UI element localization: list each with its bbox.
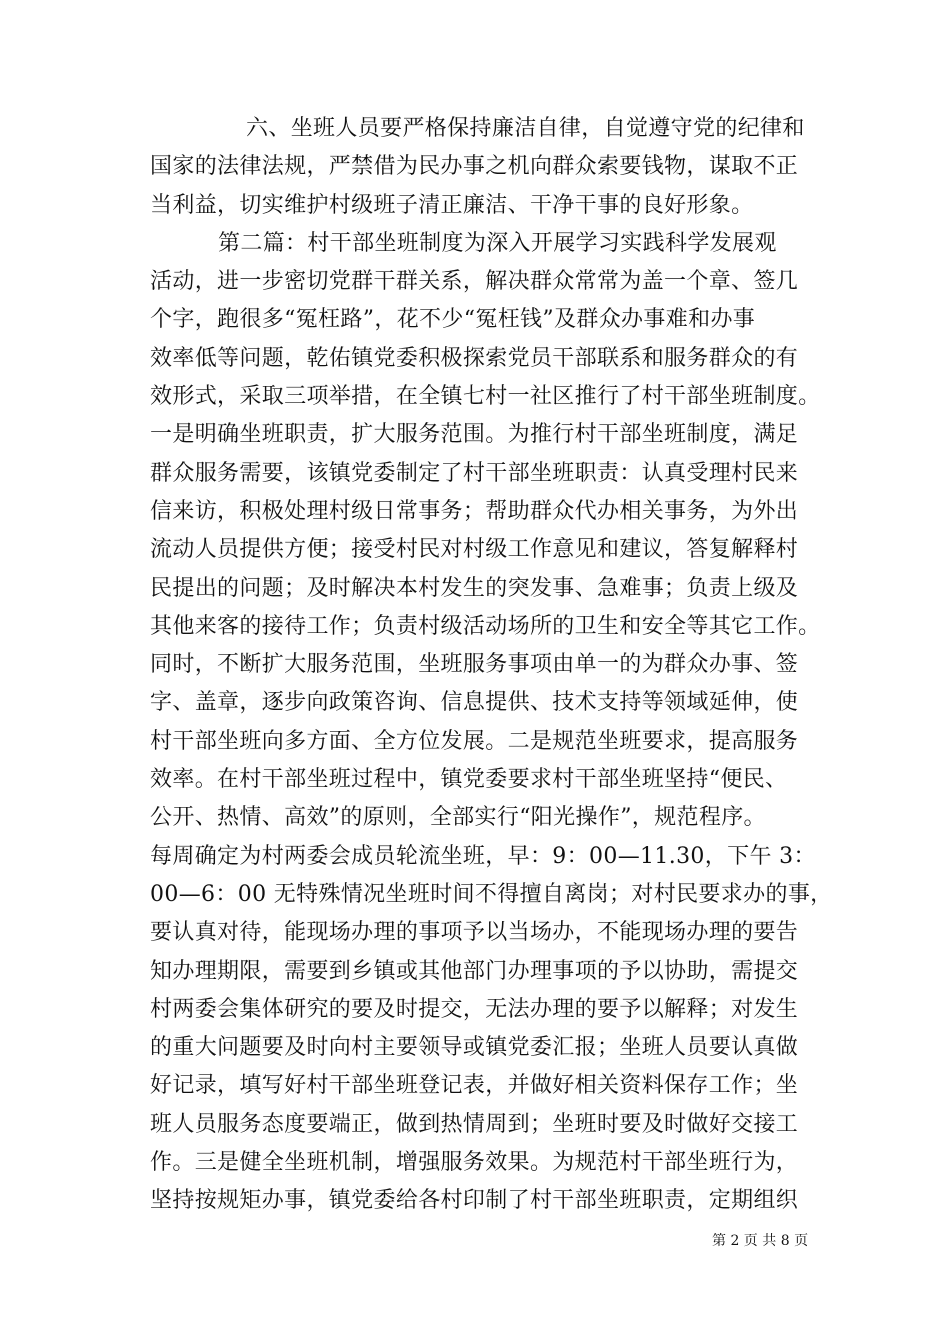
- text-line: 民提出的问题；及时解决本村发生的突发事、急难事；负责上级及: [150, 575, 799, 601]
- text-line: 其他来客的接待工作；负责村级活动场所的卫生和安全等其它工作。: [150, 613, 821, 639]
- text-line: 个字，跑很多“冤枉路”，花不少“冤枉钱”及群众办事难和办事: [150, 307, 756, 333]
- text-line: 国家的法律法规，严禁借为民办事之机向群众索要钱物，谋取不正: [150, 154, 799, 180]
- text-line: 当利益，切实维护村级班子清正廉洁、干净干事的良好形象。: [150, 192, 754, 218]
- text-line: 一是明确坐班职责，扩大服务范围。为推行村干部坐班制度，满足: [150, 422, 799, 448]
- text-line: 流动人员提供方便；接受村民对村级工作意见和建议，答复解释村: [150, 537, 799, 563]
- text-line: 效形式，采取三项举措，在全镇七村一社区推行了村干部坐班制度。: [150, 384, 821, 410]
- text-line: 活动，进一步密切党群干群关系，解决群众常常为盖一个章、签几: [150, 269, 799, 295]
- text-line: 效率。在村干部坐班过程中，镇党委要求村干部坐班坚持“便民、: [150, 767, 788, 793]
- text-line: 群众服务需要，该镇党委制定了村干部坐班职责：认真受理村民来: [150, 460, 799, 486]
- text-line: 每周确定为村两委会成员轮流坐班，早：9：00—11.30，下午 3：: [150, 843, 816, 869]
- text-line: 知办理期限，需要到乡镇或其他部门办理事项的予以协助，需提交: [150, 958, 799, 984]
- text-line: 效率低等问题，乾佑镇党委积极探索党员干部联系和服务群众的有: [150, 345, 799, 371]
- text-line: 信来访，积极处理村级日常事务；帮助群众代办相关事务，为外出: [150, 498, 799, 524]
- text-line: 村两委会集体研究的要及时提交，无法办理的要予以解释；对发生: [150, 996, 799, 1022]
- text-line: 班人员服务态度要端正，做到热情周到；坐班时要及时做好交接工: [150, 1111, 799, 1137]
- text-line: 六、坐班人员要严格保持廉洁自律，自觉遵守党的纪律和: [246, 116, 805, 141]
- text-line: 要认真对待，能现场办理的事项予以当场办，不能现场办理的要告: [150, 920, 799, 946]
- text-line: 村干部坐班向多方面、全方位发展。二是规范坐班要求，提高服务: [150, 728, 799, 754]
- text-line: 坚持按规矩办事，镇党委给各村印制了村干部坐班职责，定期组织: [150, 1188, 799, 1214]
- body-text: [150, 110, 833, 1221]
- text-line: 第二篇：村干部坐班制度为深入开展学习实践科学发展观: [218, 230, 777, 256]
- text-line: 00—6：00 无特殊情况坐班时间不得擅自离岗；对村民要求办的事，: [150, 881, 833, 907]
- text-line: 字、盖章，逐步向政策咨询、信息提供、技术支持等领域延伸，使: [150, 690, 799, 716]
- text-line: 作。三是健全坐班机制，增强服务效果。为规范村干部坐班行为，: [150, 1150, 799, 1176]
- text-line: 好记录，填写好村干部坐班登记表，并做好相关资料保存工作；坐: [150, 1073, 799, 1099]
- text-line: 同时，不断扩大服务范围，坐班服务事项由单一的为群众办事、签: [150, 652, 799, 678]
- text-line: 的重大问题要及时向村主要领导或镇党委汇报；坐班人员要认真做: [150, 1035, 799, 1061]
- text-line: 公开、热情、高效”的原则，全部实行“阳光操作”，规范程序。: [150, 805, 766, 831]
- page-number-footer: 第 2 页 共 8 页: [712, 1233, 809, 1249]
